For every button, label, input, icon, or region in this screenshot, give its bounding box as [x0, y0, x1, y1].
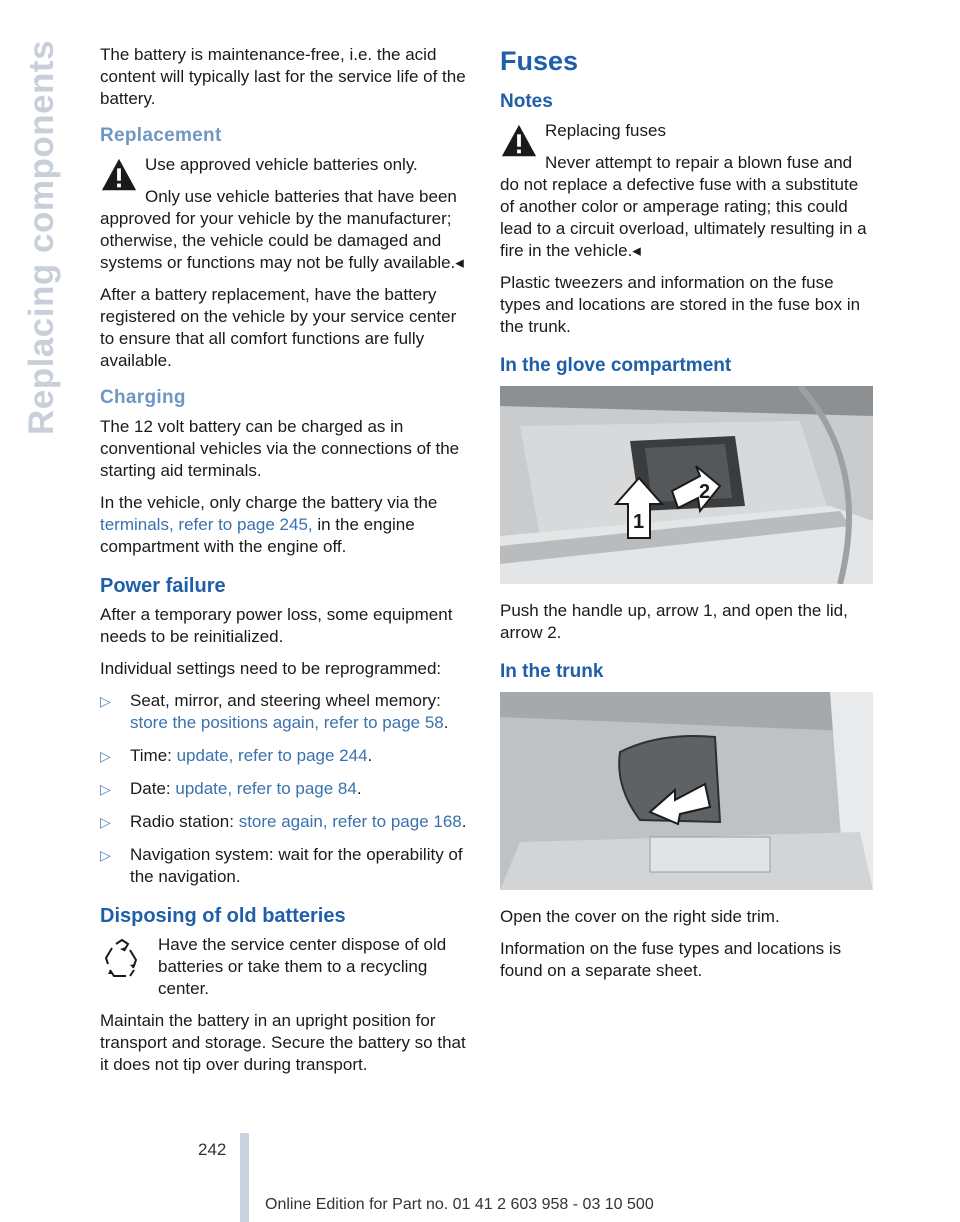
trunk-photo [500, 692, 873, 890]
warning-icon [500, 122, 538, 160]
radio-link[interactable]: store again, refer to page 168 [238, 812, 462, 831]
time-link[interactable]: update, refer to page 244 [176, 746, 368, 765]
bullet-triangle-icon: ▷ [100, 781, 111, 797]
replacement-heading: Replacement [100, 125, 222, 146]
trunk-caption-1: Open the cover on the right side trim. [500, 907, 780, 926]
recycle-note [100, 934, 473, 1000]
list-item: ▷ Radio station: store again, refer to page 168. [100, 812, 467, 831]
date-link[interactable]: update, refer to page 84 [175, 779, 357, 798]
bullet-triangle-icon: ▷ [100, 748, 111, 764]
warning-text: Never attempt to repair a blown fuse and do not replace a defective fuse with a substitute of another color or amperage rating; this could lead to a circuit overload, ultimately resulting in a fire in the vehicle.◂ [500, 153, 867, 260]
power-failure-heading: Power failure [100, 575, 226, 597]
list-item: ▷ Time: update, refer to page 244. [100, 746, 373, 765]
glove-compartment-photo [500, 386, 873, 584]
bullet-triangle-icon: ▷ [100, 847, 111, 863]
glove-heading: In the glove compartment [500, 355, 732, 376]
bullet-triangle-icon: ▷ [100, 814, 111, 830]
list-item: ▷ Navigation system: wait for the operability of the navigation. [100, 845, 463, 886]
warning-title: Replacing fuses [545, 121, 666, 140]
fuse-warning [500, 120, 873, 262]
fuses-heading: Fuses [500, 46, 579, 76]
recycle-text: Have the service center dispose of old batteries or take them to a recycling center. [158, 935, 447, 998]
right-column [500, 44, 873, 992]
charging-p1: The 12 volt battery can be charged as in conventional vehicles via the connections of the starting aid terminals. [100, 417, 460, 480]
memory-link[interactable]: store the positions again, refer to page 58 [130, 713, 444, 732]
charging-p2: In the vehicle, only charge the battery via the terminals, refer to page 245, in the engine compartment with the engine off. [100, 493, 438, 556]
list-item: ▷ Seat, mirror, and steering wheel memory: store the positions again, refer to page 58. [100, 691, 449, 732]
section-tab-title: Replacing components [22, 40, 61, 436]
online-edition: Online Edition for Part no. 01 41 2 603 958 - 03 10 500 [265, 1196, 654, 1213]
arrow-1-label: 1 [633, 511, 645, 533]
battery-intro: The battery is maintenance-free, i.e. the acid content will typically last for the service life of the battery. [100, 45, 466, 108]
trunk-heading: In the trunk [500, 661, 604, 682]
terminals-link[interactable]: terminals, refer to page 245, [100, 515, 313, 534]
recycle-icon [100, 938, 144, 982]
warning-text: Only use vehicle batteries that have been approved for your vehicle by the manufacturer; otherwise, the vehicle could be damaged and systems or functions may not be fully available.◂ [100, 187, 464, 272]
notes-p1: Plastic tweezers and information on the fuse types and locations are stored in the fuse box in the trunk. [500, 273, 861, 336]
notes-heading: Notes [500, 91, 553, 112]
charging-heading: Charging [100, 387, 186, 408]
glove-caption: Push the handle up, arrow 1, and open the lid, arrow 2. [500, 601, 848, 642]
power-failure-p2: Individual settings need to be reprogrammed: [100, 659, 442, 678]
bullet-triangle-icon: ▷ [100, 693, 111, 709]
list-item: ▷ Date: update, refer to page 84. [100, 779, 362, 798]
arrow-2-label: 2 [699, 481, 711, 503]
reprogram-list [100, 690, 473, 888]
disposing-p1: Maintain the battery in an upright position for transport and storage. Secure the battery so that it does not tip over during transport. [100, 1011, 466, 1074]
replacement-after: After a battery replacement, have the battery registered on the vehicle by your service center to ensure that all comfort functions are fully available. [100, 285, 457, 370]
disposing-heading: Disposing of old batteries [100, 905, 346, 927]
power-failure-p1: After a temporary power loss, some equipment needs to be reinitialized. [100, 605, 453, 646]
warning-title: Use approved vehicle batteries only. [145, 155, 418, 174]
trunk-caption-2: Information on the fuse types and locations is found on a separate sheet. [500, 939, 842, 980]
warning-icon [100, 156, 138, 194]
replacement-warning [100, 154, 473, 274]
footer-divider [240, 1133, 249, 1222]
page-number: 242 [198, 1140, 227, 1159]
left-column [100, 44, 473, 1086]
